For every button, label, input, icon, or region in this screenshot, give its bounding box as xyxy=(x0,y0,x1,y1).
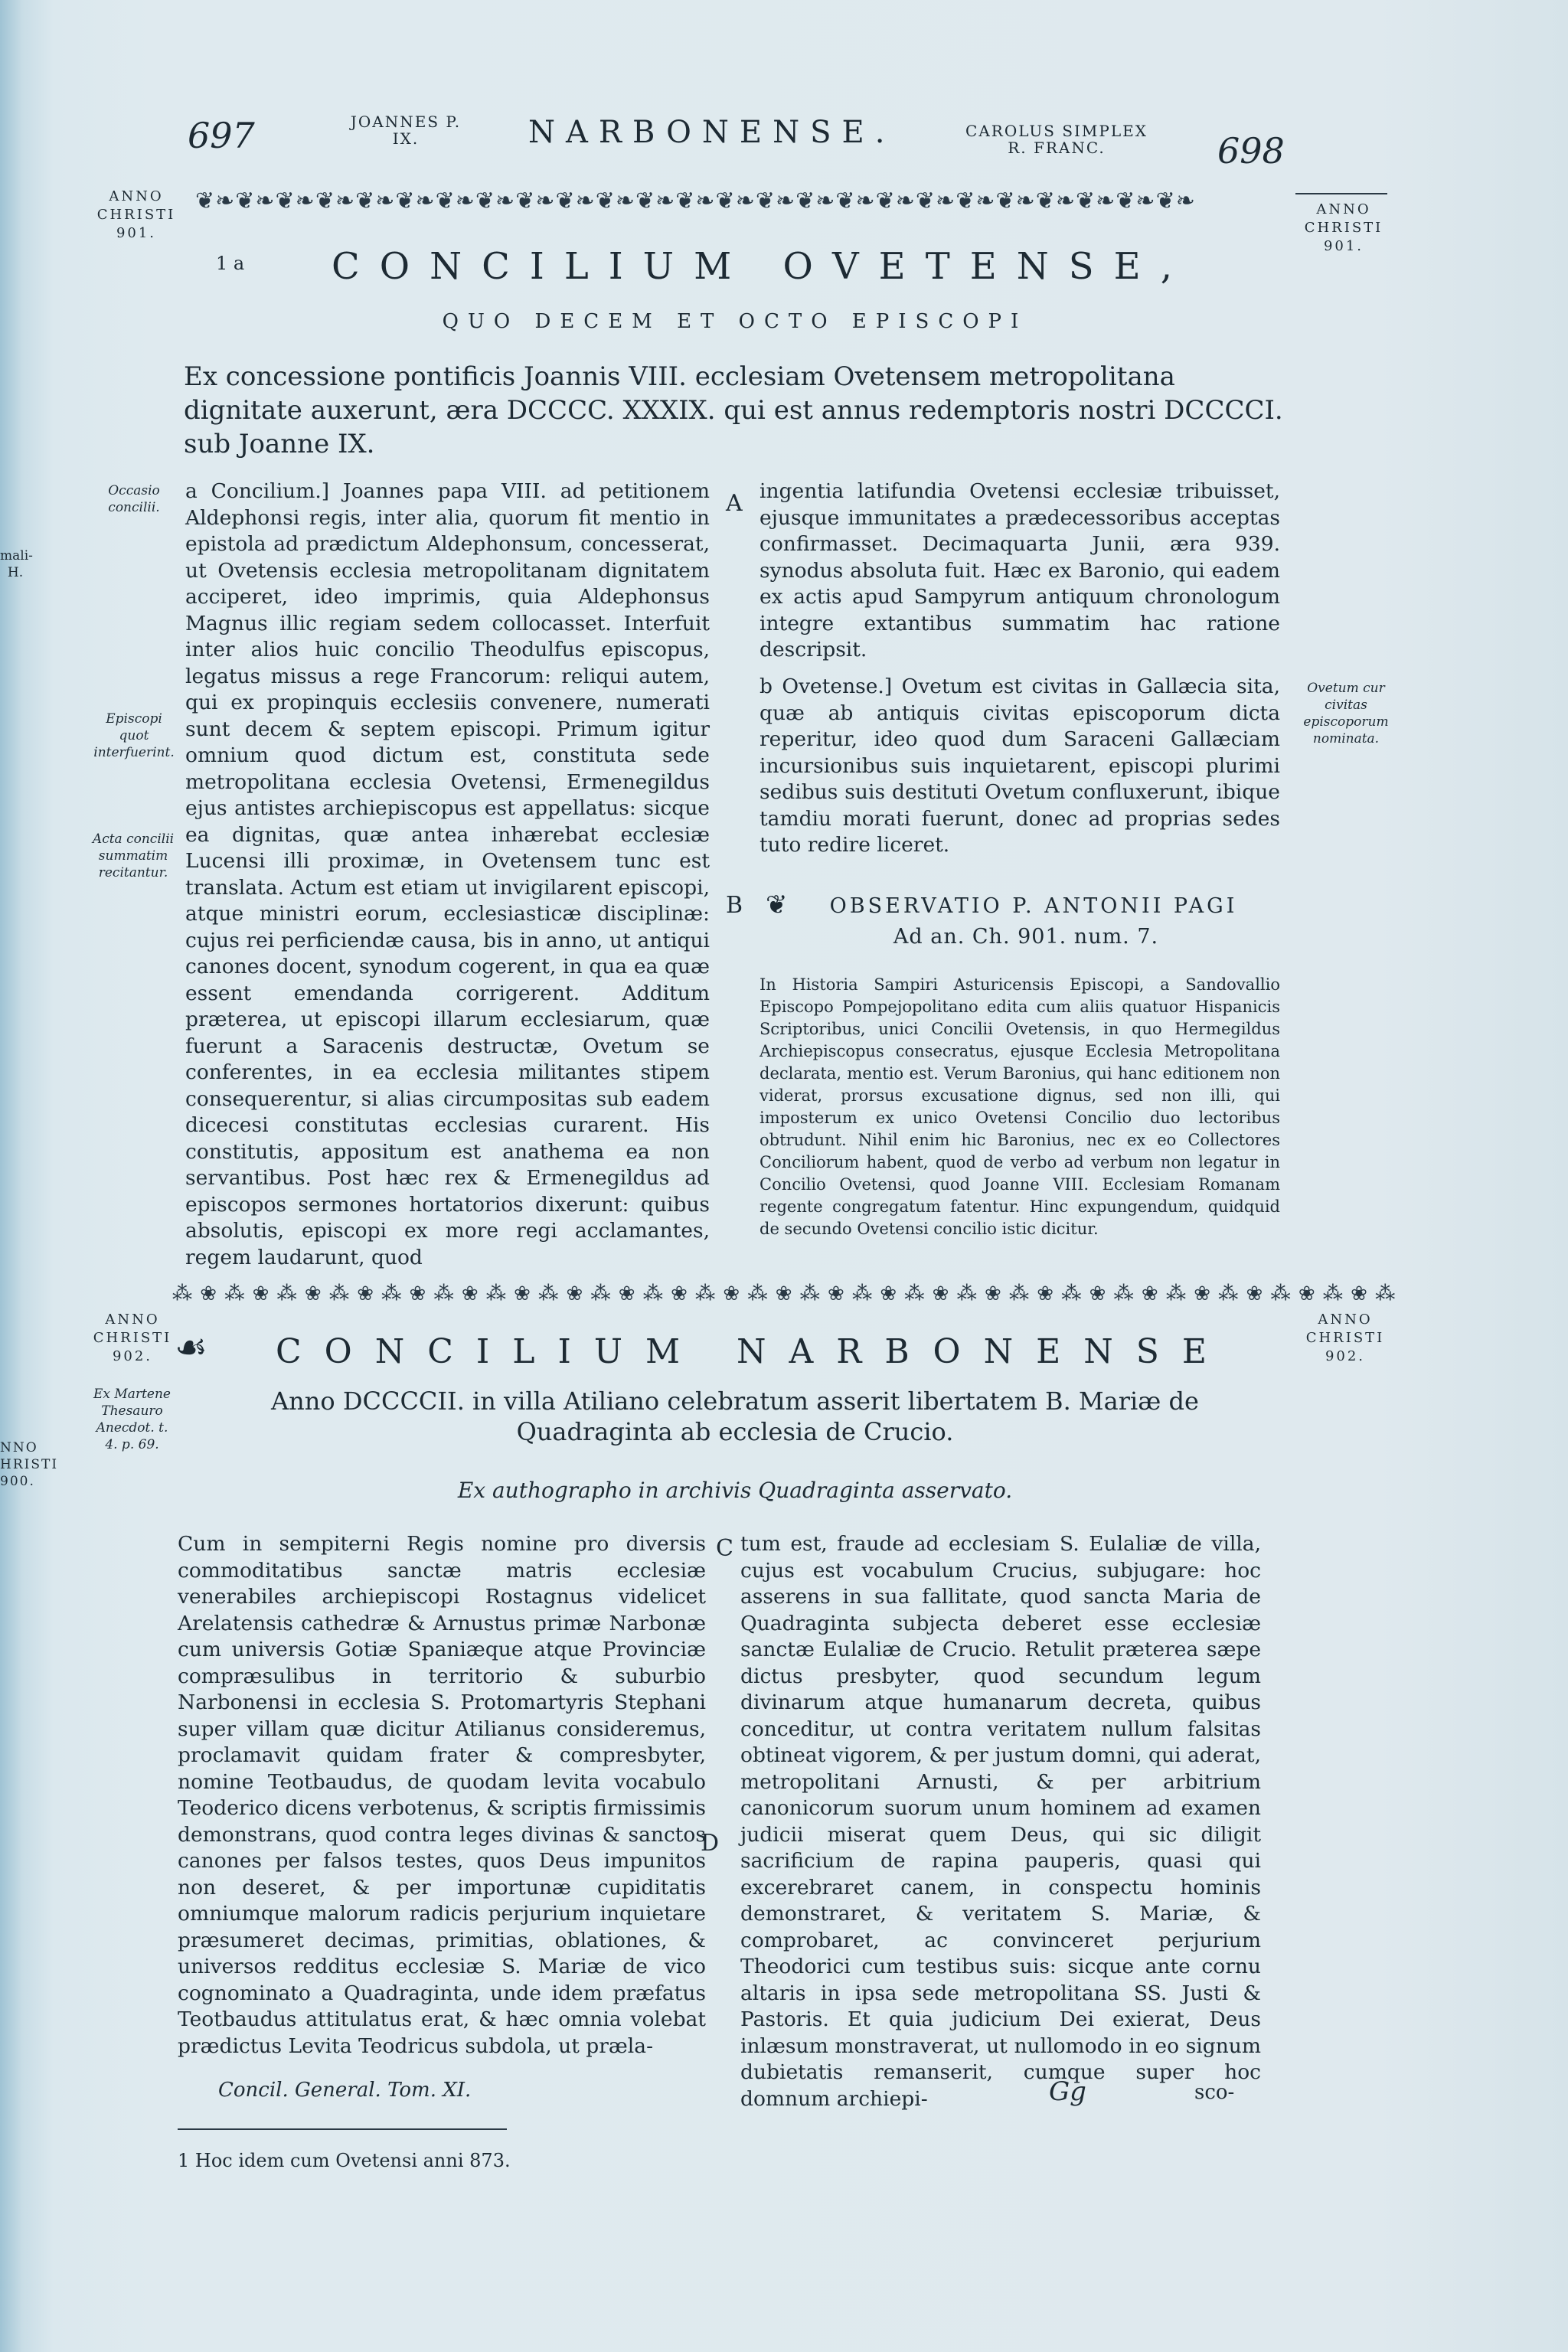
narbonense-text-left-body: Cum in sempiterni Regis nomine pro diversis commoditatibus sanctæ matris ecclesiæ venerabiles archiepiscopi Rostagnus videlicet Arelatensis cathedræ & Arnustus primæ Narbonæ cum universis Gotiæ Spaniæque atque Provinciæ compræsulibus in territorio & suburbio Narbonensi in ecclesia S. Protomartyris Stephani super villam quæ dicitur Atilianus consideremus, proclamavit quidam frater & compresbyter, nomine Teotbaudus, de quodam levita vocabulo Teoderico dicens verbotenus, & scriptis firmissimis demonstrans, quod contra leges divinas & sanctos canones per falsos testes, quos Deus impunitos non deseret, & per importunæ cupiditatis omniumque malorum radicis perjurium inquietare præsumeret decimas, primitias, oblationes, & universos redditus ecclesiæ S. Mariæ de vico cognominato a Quadraginta, unde idem præfatus Teotbaudus attitulatus erat, & hæc omnia volebat prædictus Levita Teodricus subdola, ut præla- xyxy=(178,1532,706,2058)
page-number-right: 698 xyxy=(1217,130,1285,172)
catchword: sco- xyxy=(1194,2081,1235,2104)
ovetense-commentary-right xyxy=(760,479,1280,662)
running-title: NARBONENSE. xyxy=(528,115,896,150)
observatio-subtitle: Ad an. Ch. 901. num. 7. xyxy=(893,925,1159,949)
council-narbonense-title: CONCILIUM NARBONENSE xyxy=(276,1332,1230,1371)
ovetense-note-b xyxy=(760,674,1280,865)
footnote: 1 Hoc idem cum Ovetensi anni 873. xyxy=(178,2150,511,2171)
left-edge-fragment-1: mali- H. xyxy=(0,548,33,580)
title-fleuron: ☙ xyxy=(175,1326,208,1369)
anno-right-901: ANNO CHRISTI 901. xyxy=(1304,201,1383,254)
observatio-text: In Historia Sampiri Asturicensis Episcopi, a Sandovallio Episcopo Pompejopolitano edita cum aliis quatuor Hispanicis Scriptoribus, unici Concilii Ovetensis, in quo Hermegildus Archiepiscopus consecratus, ejusque Ecclesia Metropolitana declarata, mentio est. Verum Baronius, qui hanc editionem non viderat, prorsus excusatione dignus, sed non illi, qui imposterum ex unico Ovetensi Concilio duo lectoribus obtrudunt. Nihil enim hic Baronius, nec ex eo Collectores Conciliorum habent, quod de verbo ad verbum non legatur in Concilio Ovetensi, quod Joanne VIII. Ecclesiam Romanam regente congregatum fatentur. Hinc expungendum, quidquid de secundo Ovetensi concilio istic dicitur. xyxy=(760,975,1280,1238)
council-narbonense-subtitle: Anno DCCCCII. in villa Atiliano celebratum asserit libertatem B. Mariæ de Quadraginta ab ecclesia de Crucio. xyxy=(271,1387,1199,1446)
signature-mark: Gg xyxy=(1049,2076,1086,2107)
ornament-band-top: ❦❧❦❧❦❧❦❧❦❧❦❧❦❧❦❧❦❧❦❧❦❧❦❧❦❧❦❧❦❧❦❧❦❧❦❧❦❧❦❧❦❧❦❧❦❧❦❧❦❧ xyxy=(195,188,1196,214)
ovetense-commentary-left-text: a Concilium.] Joannes papa VIII. ad petitionem Aldephonsi regis, inter alia, quorum fit mentio in epistola ad prædictum Aldephonsum, concesserat, ut Ovetensis ecclesia metropolitanam dignitatem acciperet, ideo imprimis, quia Aldephonsus Magnus illic regiam sedem collocasset. Interfuit inter alios huic concilio Theodulfus episcopus, legatus missus a rege Francorum: reliqui autem, qui ex propinquis ecclesiis convenere, numerati sunt decem & septem episcopi. Primum igitur omnium quod dictum est, constituta sede metropolitana ecclesia Ovetensi, Ermenegildus ejus antistes archiepiscopus est appellatus: sicque ea dignitas, quæ antea inhærebat ecclesiæ Lucensi illi proximæ, in Ovetensem tunc est translata. Actum est etiam ut invigilarent episcopi, atque ministri eorum, ecclesiasticæ disciplinæ: cujus rei perficiendæ causa, bis in anno, ut antiqui canones docent, synodum cogerent, in qua ea quæ essent emendanda corrigerent. Additum præterea, ut episcopi illarum ecclesiarum, quæ fuerunt a Saracenis destructæ, Ovetum se conferentes, in ea ecclesia militantes stipem consequerentur, si alias circumpositas sub eadem dicecesi constitutas ecclesias curarent. His constitutis, appositum est anathema ea non servantibus. Post hæc rex & Ermenegildus ad episcopos sermones hortatorios dixerunt: quibus absolutis, episcopi ex more regi acclamantes, regem laudarunt, quod xyxy=(185,479,710,1269)
council-ovetense-title: CONCILIUM OVETENSE, xyxy=(332,245,1192,288)
column-letter-a: A xyxy=(726,490,743,517)
column-letter-c: C xyxy=(716,1535,733,1562)
anno-rule xyxy=(1295,193,1387,194)
ovetense-note-b-text: b Ovetense.] Ovetum est civitas in Gallæcia sita, quæ ab antiquis civitas episcoporum dicta reperitur, ideo quod dum Saraceni Gallæciam incursionibus suis inquietarent, episcopi plurimi sedibus suis destituti Ovetum confluxerunt, ibique tamdiu morati fuerunt, donec ad proprias sedes tuto redire liceret. xyxy=(760,675,1280,857)
king-header: CAROLUS SIMPLEX R. FRANC. xyxy=(965,122,1148,157)
footer-signature-line: Concil. General. Tom. XI. xyxy=(218,2079,472,2102)
footnote-marker-1a: 1 a xyxy=(216,253,245,274)
column-letter-d: D xyxy=(701,1830,720,1857)
ovetense-commentary-right-text: ingentia latifundia Ovetensi ecclesiæ tribuisset, ejusque immunitates a prædecessoribus acceptas confirmasset. Decimaquarta Junii, æra 939. synodus absoluta fuit. Hæc ex Baronio, qui eadem ex actis apud Sampyrum antiquum chronologum integre extantibus summatim hac ratione descripsit. xyxy=(760,479,1280,662)
margin-note-acta: Acta concilii summatim recitantur. xyxy=(92,831,175,880)
observatio-fleuron: ❦ xyxy=(766,890,788,920)
ovetense-commentary-left xyxy=(185,479,710,1267)
anno-left-901: ANNO CHRISTI 901. xyxy=(96,188,176,241)
margin-note-martene: Ex Martene Thesauro Anecdot. t. 4. p. 69. xyxy=(93,1387,171,1452)
narbonense-text-left xyxy=(178,1531,706,2098)
ornament-band-middle: ⁂ ❀ ⁂ ❀ ⁂ ❀ ⁂ ❀ ⁂ ❀ ⁂ ❀ ⁂ ❀ ⁂ ❀ ⁂ ❀ ⁂ ❀ ⁂ ❀ ⁂ ❀ ⁂ ❀ ⁂ ❀ ⁂ ❀ ⁂ ❀ ⁂ ❀ ⁂ ❀ ⁂ ❀ ⁂ ❀ ⁂ ❀ ⁂ ❀ ⁂ ❀ ⁂ xyxy=(172,1282,1396,1305)
margin-note-episcopi: Episcopi quot interfuerint. xyxy=(93,711,175,760)
narbonense-text-right-body: tum est, fraude ad ecclesiam S. Eulaliæ de villa, cujus est vocabulum Crucius, subjugare: hoc asserens in sua fallitate, quod sancta Maria de Quadraginta subjecta deberet esse ecclesiæ sanctæ Eulaliæ de Crucio. Retulit præterea sæpe dictus presbyter, quod secundum legum divinarum atque humanarum decreta, quibus conceditur, ut contra veritatem nullum falsitas obtineat vigorem, & per justum domni, qui aderat, metropolitani Arnusti, & per arbitrium canonicorum suorum unum hominem ad examen judicii miserat quem Deus, qui sic diligit sacrificium de rapina pauperis, quasi qui excerebraret canem, in conspectu hominis demonstraret, & veritatem S. Mariæ, & comprobaret, ac convinceret perjurium Theodorici cum testibus suis: sicque ante cornu altaris in ipsa sede metropolitana SS. Justi & Pastoris. Et quia judicium Dei exierat, Deus inlæsum monstraverat, ut nullomodo in eo signum dubietatis remanserit, cumque super hoc domnum archiepi- xyxy=(740,1532,1261,2111)
left-edge-fragment-2: NNO HRISTI 900. xyxy=(0,1440,59,1489)
margin-note-ovetum: Ovetum cur civitas episcoporum nominata. xyxy=(1303,681,1389,746)
pope-header: JOANNES P. IX. xyxy=(350,113,462,148)
page-number-left: 697 xyxy=(188,115,255,156)
council-ovetense-intro: Ex concessione pontificis Joannis VIII. ecclesiam Ovetensem metropolitana dignitate auxerunt, æra DCCCC. XXXIX. qui est annus redemptoris nostri DCCCCI. sub Joanne IX. xyxy=(184,361,1283,459)
council-narbonense-source: Ex authographo in archivis Quadraginta asservato. xyxy=(457,1478,1013,1503)
anno-right-902: ANNO CHRISTI 902. xyxy=(1305,1312,1385,1364)
observatio-title: OBSERVATIO P. ANTONII PAGI xyxy=(829,894,1238,918)
council-ovetense-subtitle: QUO DECEM ET OCTO EPISCOPI xyxy=(442,310,1028,333)
anno-left-902: ANNO CHRISTI 902. xyxy=(93,1312,172,1364)
column-letter-b: B xyxy=(726,892,743,919)
footnote-rule xyxy=(178,2128,507,2130)
margin-note-occasio: Occasio concilii. xyxy=(108,483,160,515)
narbonense-text-right xyxy=(740,1531,1261,2111)
